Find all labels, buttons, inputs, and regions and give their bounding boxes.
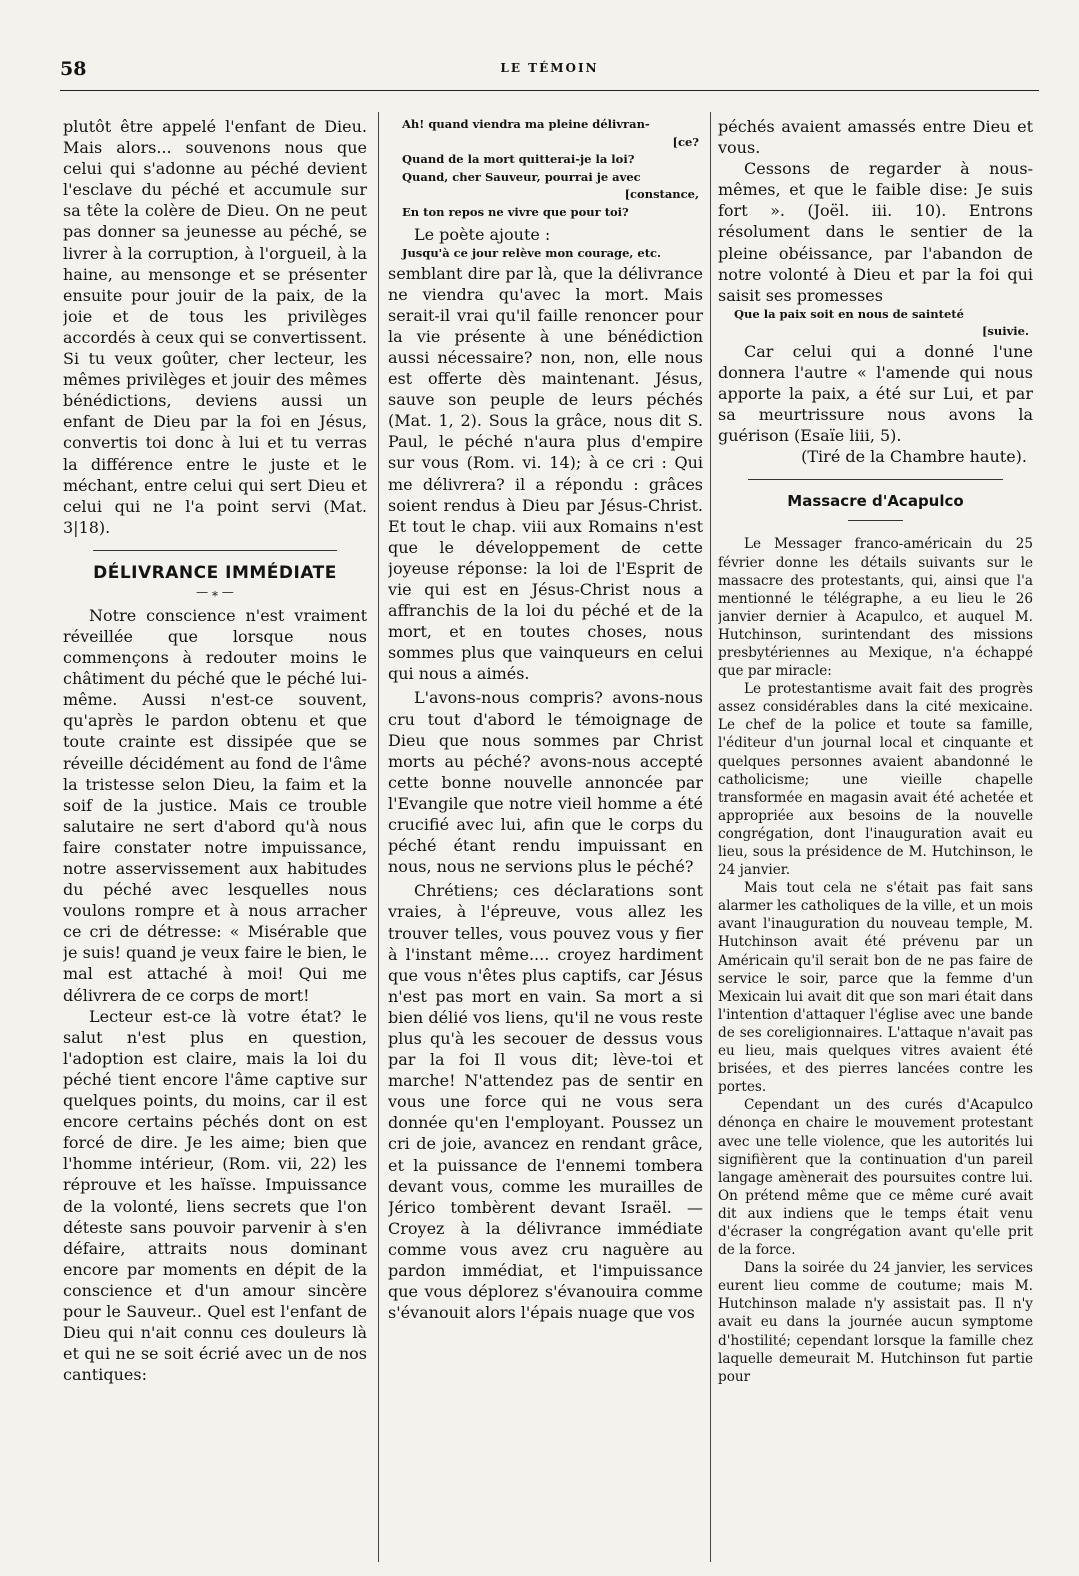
column-2 [388, 116, 703, 1323]
hymn-verse-continuation: [constance, [624, 187, 699, 201]
paragraph: Le Messager franco-américain du 25 février donne les détails suivants sur le massacre des protestants, qui, ainsi que l'a mentionné le télégraphe, a eu lieu le 26 janvier dernier à Acapulco, et auquel M. Hutchinson, surintendant des missions presbytériennes au Mexique, n'a échappé que par miracle: [718, 536, 1033, 680]
paragraph: Notre conscience n'est vraiment réveillée que lorsque nous commençons à redouter moins le châtiment du péché que le péché lui-même. Aussi n'est-ce souvent, qu'après le pardon obtenu et que toute crainte est dissipée que se réveille décidément au fond de l'âme la tristesse selon Dieu, la faim et la soif de la justice. Mais ce trouble salutaire ne sert d'abord qu'à nous faire constater notre impuissance, notre asservissement aux habitudes du péché avec lesquelles nous voulons rompre et à nous arracher ce cri de détresse: « Misérable que je suis! quand je veux faire le bien, le mal est attaché à moi! Qui me délivrera de ce corps de mort! [63, 605, 367, 1005]
paragraph: péchés avaient amassés entre Dieu et vous. [718, 117, 1033, 158]
hymn-verse-line: Ah! quand viendra ma pleine délivran- [402, 117, 650, 131]
column-divider-2 [710, 112, 711, 1562]
paragraph: plutôt être appelé l'enfant de Dieu. Mais alors... souvenons nous que celui qui s'adonne au péché devient l'esclave du péché et accumule sur sa tête la colère de Dieu. On ne peut pas donner sa jeunesse au péché, se livrer à la corruption, à l'orgueil, à la haine, au mensonge et se présenter ensuite pour jouir de la paix, de la joie et de tous les privilèges accordés à ceux qui se convertissent. Si tu veux goûter, cher lecteur, les mêmes privilèges et jouir des mêmes bénédictions, deviens aussi un enfant de Dieu par la foi en Jésus, convertis toi donc à lui et tu verras la différence entre le juste et le méchant, entre celui qui sert Dieu et celui qui ne l'a point servi (Mat. 3|18). [63, 117, 367, 537]
page-header [60, 58, 1039, 88]
column-3 [718, 116, 1033, 1386]
hymn-verse-line: En ton repos ne vivre que pour toi? [402, 204, 629, 219]
section-separator [93, 550, 337, 551]
paragraph: Cessons de regarder à nous-mêmes, et que le faible dise: Je suis fort ». (Joël. iii. 10). Entrons résolument dans le sentier de la pleine obéissance, par l'abandon de notre volonté à Dieu et par la foi qui saisit ses promesses [718, 159, 1033, 305]
column-divider-1 [378, 112, 379, 1562]
paragraph: Cependant un des curés d'Acapulco dénonça en chaire le mouvement protestant avec une telle violence, que les autorités lui signifièrent que la continuation d'un pareil langage amènerait des poursuites contre lui. On prétend même que ce même curé avait dit aux indiens que le temps était venu d'écraser la congrégation avant qu'elle prit de la force. [718, 1097, 1033, 1259]
source-citation: (Tiré de la Chambre haute). [801, 447, 1027, 467]
title-rule [848, 520, 903, 521]
paragraph: Mais tout cela ne s'était pas fait sans alarmer les catholiques de la ville, et un mois avant l'inauguration du nouveau temple, M. Hutchinson avait été prévenu par un Américain qu'il serait bon de ne pas faire de service le soir, parce que la femme d'un Mexicain lui avait dit que son mari était dans l'intention d'attaquer l'église avec une bande de ses coreligionnaires. L'attaque n'avait pas eu lieu, mais quelques vitres avaient été brisées, et des pierres lancées contre les portes. [718, 880, 1033, 1096]
hymn-verse-line: Quand de la mort quitterai-je la loi? [402, 152, 635, 166]
column-1 [63, 116, 367, 1385]
section-separator [748, 479, 1003, 480]
page-number: 58 [60, 58, 87, 80]
hymn-verse-line: Quand, cher Sauveur, pourrai je avec [402, 169, 641, 184]
paragraph: Dans la soirée du 24 janvier, les services eurent lieu comme de coutume; mais M. Hutchinson malade n'y assistait pas. Il n'y avait eu dans la journée aucun symptome d'hostilité; cependant lorsque la famille chez laquelle demeurait M. Hutchinson fut partie pour [718, 1260, 1033, 1385]
running-title: LE TÉMOIN [500, 61, 599, 75]
hymn-verse-continuation: [suivie. [981, 324, 1029, 339]
paragraph: semblant dire par là, que la délivrance ne viendra qu'avec la mort. Mais serait-il vrai qu'il faille renoncer pour la vie présente à une bénédiction aussi nécessaire? non, non, elle nous est offerte dès maintenant. Jésus, sauve son peuple de leurs péchés (Mat. 1, 2). Sous la grâce, nous dit S. Paul, le péché n'aura plus d'empire sur vous (Rom. vi. 14); à ce cri : Qui me délivrera? il a répondu : grâces soient rendus à Dieu par Jésus-Christ. Et tout le chap. viii aux Romains n'est que le développement de cette joyeuse réponse: la loi de l'Esprit de vie qui est en Jésus-Christ nous a affranchis de la loi du péché et de la mort, et en toutes choses, nous sommes plus que vainqueurs en celui qui nous a aimés. [388, 263, 703, 684]
hymn-verse-continuation: [ce? [672, 134, 699, 149]
article-title: Massacre d'Acapulco [787, 492, 964, 511]
paragraph: Car celui qui a donné l'une donnera l'autre « l'amende qui nous apporte la paix, a été sur Lui, et par sa meurtrissure nous avons la guérison (Esaïe liii, 5). [718, 341, 1033, 446]
paragraph: Le protestantisme avait fait des progrès assez considérables dans la cité mexicaine. Le chef de la police et toute sa famille, l'éditeur d'un journal local et cinquante et quelques personnes avaient abandonné le catholicisme; une vieille chapelle transformée en magasin avait été achetée et appropriée aux besoins de la nouvelle congrégation, dont l'inauguration avait eu lieu, sous la présidence de M. Hutchinson, le 24 janvier. [718, 681, 1033, 879]
paragraph: Chrétiens; ces déclarations sont vraies, à l'épreuve, vous allez les trouver telles, vous pouvez vous y fier à l'instant même.... croyez hardiment que vous n'êtes plus captifs, car Jésus n'est pas mort en vain. Sa mort a si bien délié vos liens, qu'il ne vous reste plus qu'à les secouer de dessus vous par la foi Il vous dit; lève-toi et marche! N'attendez pas de sentir en vous une force qui ne vous sera donnée qu'en l'employant. Poussez un cri de joie, avancez en rendant grâce, et la puissance de l'ennemi tombera devant vous, comme les murailles de Jérico tombèrent devant Israël. — Croyez à la délivrance immédiate comme vous avez cru naguère au pardon immédiat, et l'impuissance que vous déplorez s'évanouira comme s'évanouit alors l'épais nuage que vos [388, 881, 703, 1323]
hymn-verse-line: Que la paix soit en nous de sainteté [734, 306, 964, 321]
paragraph: Lecteur est-ce là votre état? le salut n'est plus en question, l'adoption est claire, mais la loi du péché tient encore l'âme captive sur quelques points, du moins, car il est encore certains péchés dont on est forcé de dire. Je les aime; bien que l'homme intérieur, (Rom. vii, 22) les réprouve et les haïsse. Impuissance de la volonté, liens secrets que l'on déteste sans pouvoir parvenir à s'en défaire, attraits nous dominant encore par moments en dépit de la conscience et d'un amour sincère pour le Sauveur.. Quel est l'enfant de Dieu qui n'ait connu ces douleurs là et qui ne se soit écrié avec un de nos cantiques: [63, 1006, 367, 1385]
article-title: DÉLIVRANCE IMMÉDIATE [93, 562, 337, 583]
paragraph: Le poète ajoute : [414, 225, 551, 244]
title-ornament: — ⁎ — [196, 584, 234, 599]
hymn-verse-line: Jusqu'à ce jour relève mon courage, etc. [402, 246, 662, 261]
paragraph: L'avons-nous compris? avons-nous cru tout d'abord le témoignage de Dieu que nous sommes par Christ morts au péché? avons-nous accepté cette bonne nouvelle annoncée par l'Evangile que notre vieil homme a été crucifié avec lui, afin que le corps du péché étant rendu impuissant en nous, nous ne servions plus le péché? [388, 688, 703, 877]
header-rule [60, 90, 1039, 91]
